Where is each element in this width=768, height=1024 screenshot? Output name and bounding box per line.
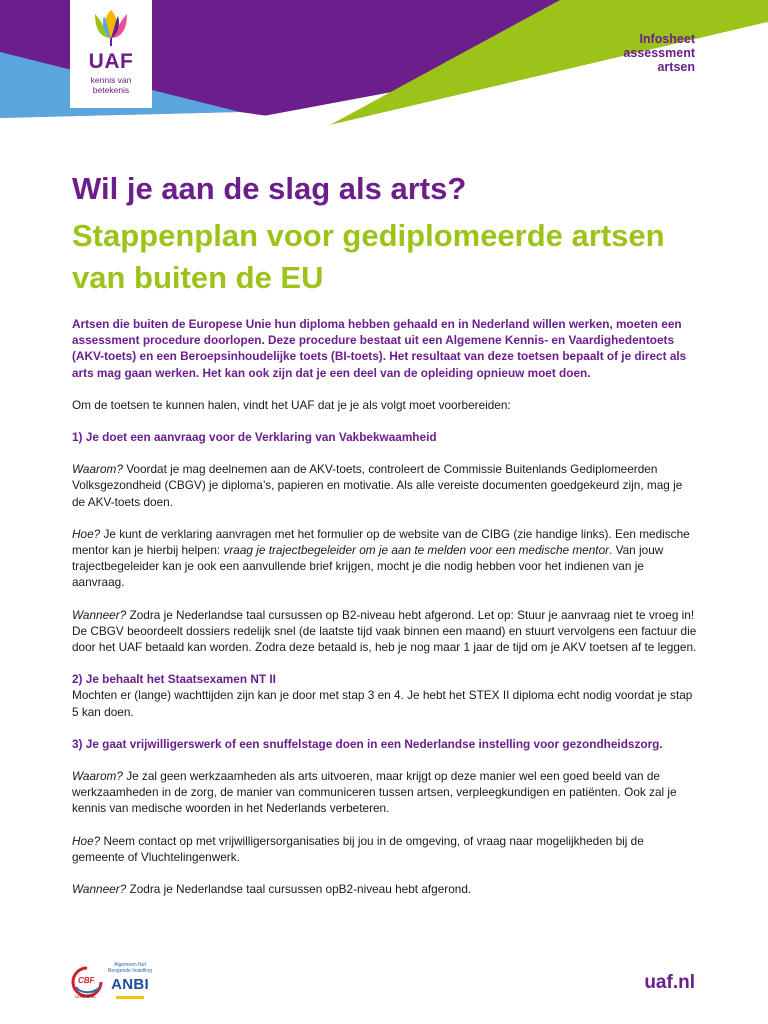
logo-wordmark: UAF <box>88 50 134 73</box>
infosheet-line2: assessment <box>623 46 695 60</box>
logo-tagline-line1: kennis van <box>90 75 132 85</box>
step3-wanneer <box>72 881 698 897</box>
step1-waarom-text: Voordat je mag deelnemen aan de AKV-toets, controleert de Commissie Buitenlands Gediplomeerden Volksgezondheid (CBGV) je diploma’s, papieren en motivatie. Als alle vereiste documenten goedgekeurd zijn, mag je de AKV-toets doen. <box>72 462 683 509</box>
infosheet-label <box>623 32 695 74</box>
step1-wanneer-label: Wanneer? <box>72 607 127 622</box>
step1-wanneer <box>72 607 698 656</box>
step2-text: Mochten er (lange) wachttijden zijn kan je door met stap 3 en 4. Je hebt het STEX II diploma echt nodig voordat je stap 5 kan doen. <box>72 688 693 719</box>
step1-waarom <box>72 461 698 510</box>
lead-paragraph: Om de toetsen te kunnen halen, vindt het UAF dat je je als volgt moet voorbereiden: <box>72 397 511 412</box>
anbi-label: ANBI <box>111 976 149 993</box>
anbi-logo <box>107 963 153 1001</box>
step3-hoe-label: Hoe? <box>72 833 101 848</box>
step3-hoe <box>72 833 698 865</box>
step1-hoe-label: Hoe? <box>72 526 101 541</box>
step1-hoe <box>72 526 698 591</box>
step3-waarom-text: Je zal geen werkzaamheden als arts uitvoeren, maar krijgt op deze manier wel een goed beeld van de werkzaamheden in de zorg, de manier van communiceren tussen artsen, verpleegkundigen en patiënten. Ook zal je kennis van medische woorden in het Nederlands verbeteren. <box>72 769 677 816</box>
infosheet-line1: Infosheet <box>639 32 695 46</box>
cbf-sublabel: GOED DOEL <box>75 995 97 999</box>
cbf-label: CBF <box>78 976 95 985</box>
uaf-logo <box>70 0 152 108</box>
page-subtitle: Stappenplan voor gediplomeerde artsen van buiten de EU <box>72 218 665 295</box>
step3-heading: 3) Je gaat vrijwilligerswerk of een snuffelstage doen in een Nederlandse instelling voor gezondheidszorg. <box>72 736 663 751</box>
step1-hoe-text2: . Van jouw trajectbegeleider kan je ook een aanvullende brief krijgen, mocht je die nodig hebben voor het indienen van je aanvraag. <box>72 543 664 590</box>
step1-hoe-italic: vraag je trajectbegeleider om je aan te melden voor een medische mentor <box>223 543 610 558</box>
intro-paragraph: Artsen die buiten de Europese Unie hun diploma hebben gehaald en in Nederland willen werken, moeten een assessment procedure doorlopen. Deze procedure bestaat uit een Algemene Kennis- en Vaardighedentoets (AKV-toets) en een Beroepsinhoudelijke toets (BI-toets). Het resultaat van deze toetsen bepaalt of je direct als arts mag gaan werken. Het kan ook zijn dat je een deel van de opleiding opnieuw moet doen. <box>72 317 687 380</box>
step1-heading: 1) Je doet een aanvraag voor de Verklaring van Vakbekwaamheid <box>72 430 437 445</box>
cbf-keurmerk-logo <box>70 965 104 999</box>
anbi-sublabel <box>107 963 153 974</box>
page-title: Wil je aan de slag als arts? <box>72 171 467 206</box>
step3-hoe-text: Neem contact op met vrijwilligersorganisaties bij jou in de omgeving, of vraag naar mogelijkheden bij de gemeente of Vluchtelingenwerk. <box>72 833 644 864</box>
anbi-sublabel-line2: Beogende Instelling <box>108 967 152 974</box>
tulip-icon <box>91 8 131 48</box>
document-body <box>72 316 698 897</box>
anbi-sublabel-line1: Algemeen Nut <box>114 962 146 968</box>
anbi-underline <box>116 996 144 999</box>
step3-wanneer-text: Zodra je Nederlandse taal cursussen opB2-niveau hebt afgerond. <box>126 882 472 897</box>
step3-waarom <box>72 768 698 817</box>
step2-heading: 2) Je behaalt het Staatsexamen NT II <box>72 672 276 687</box>
step1-wanneer-text: Zodra je Nederlandse taal cursussen op B2-niveau hebt afgerond. Let op: Stuur je aanvraag niet te vroeg in! De CBGV beoordeelt dossiers redelijk snel (de laatste tijd vaak binnen een maand) en stuurt vervolgens een factuur die door het UAF betaald kan worden. Zodra deze betaald is, heb je nog maar 1 jaar de tijd om je AKV toetsen af te leggen. <box>72 607 697 655</box>
footer-url[interactable]: uaf.nl <box>644 972 695 993</box>
step3-waarom-label: Waarom? <box>72 769 123 784</box>
step3-wanneer-label: Wanneer? <box>72 882 127 897</box>
logo-tagline-line2: betekenis <box>92 85 130 95</box>
infosheet-line3: artsen <box>657 60 695 74</box>
logo-tagline <box>70 75 152 95</box>
step1-hoe-text1: Je kunt de verklaring aanvragen met het formulier op de website van de CIBG (zie handige links). Een medische mentor kan je hierbij helpen: <box>72 526 690 558</box>
step1-waarom-label: Waarom? <box>72 462 123 477</box>
